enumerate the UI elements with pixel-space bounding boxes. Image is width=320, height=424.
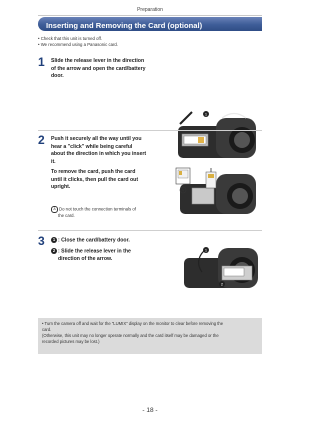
intro-bullet: • Check that this unit is turned off.	[38, 36, 103, 41]
step-3-diagram-marker-label: 1	[204, 247, 208, 253]
step-1-text	[51, 58, 169, 81]
step-3-line: : Slide the release lever in the	[58, 248, 131, 255]
step-3-number: 3	[38, 234, 45, 248]
note-line: the card.	[58, 213, 75, 218]
step-1-camera-illustration	[172, 108, 264, 165]
note-marker: A	[51, 206, 58, 213]
step-2-sub-line: To remove the card, push the card	[51, 168, 136, 175]
footer-note-line: (Otherwise, this unit may no longer operate normally and the card itself may be damaged or the	[42, 333, 219, 338]
header-divider	[38, 15, 262, 16]
step-3-camera-illustration	[178, 240, 264, 292]
step-2-number: 2	[38, 133, 45, 147]
step-2-line: Push it securely all the way until you	[51, 136, 142, 142]
step-3-diagram-marker-label: 2	[220, 281, 224, 287]
step-1-number: 1	[38, 55, 45, 69]
step-2-sub-line: until it clicks, then pull the card out	[51, 176, 139, 183]
step-3-text	[51, 237, 171, 264]
section-label: Preparation	[137, 7, 163, 13]
step-2-text	[51, 136, 171, 192]
step-1-line: Slide the release lever in the direction	[51, 58, 145, 64]
step-2-line: about the direction in which you insert	[51, 151, 147, 158]
step-3-marker: 1	[52, 237, 56, 242]
note-line: Do not touch the connection terminals of	[59, 206, 136, 212]
step-2-line: it.	[51, 159, 56, 166]
step-1-line: door.	[51, 73, 64, 80]
step-2-line: hear a "click" while being careful	[51, 143, 133, 150]
step-2-callout-label: A	[181, 187, 185, 193]
step-3-line: : Close the card/battery door.	[58, 237, 130, 244]
step-divider	[38, 230, 262, 231]
step-3-marker: 2	[52, 248, 56, 254]
step-2-note	[51, 206, 169, 219]
step-3-line: direction of the arrow.	[58, 256, 113, 263]
footer-note	[42, 321, 258, 345]
step-1-marker-label: 1	[204, 111, 208, 117]
intro-bullet: • We recommend using a Panasonic card.	[38, 42, 119, 47]
step-1-line: of the arrow and open the card/battery	[51, 65, 146, 72]
page-title: Inserting and Removing the Card (optional)	[46, 20, 203, 30]
step-divider	[38, 130, 262, 131]
footer-note-line: recorded pictures may be lost.)	[42, 339, 100, 344]
page-number: - 18 -	[142, 407, 158, 414]
footer-note-line: card.	[42, 327, 52, 332]
step-2-card-illustration	[172, 166, 264, 218]
footer-note-line: • Turn the camera off and wait for the "LUMIX" display on the monitor to clear before removing the	[42, 321, 224, 326]
step-2-sub-line: upright.	[51, 184, 71, 191]
